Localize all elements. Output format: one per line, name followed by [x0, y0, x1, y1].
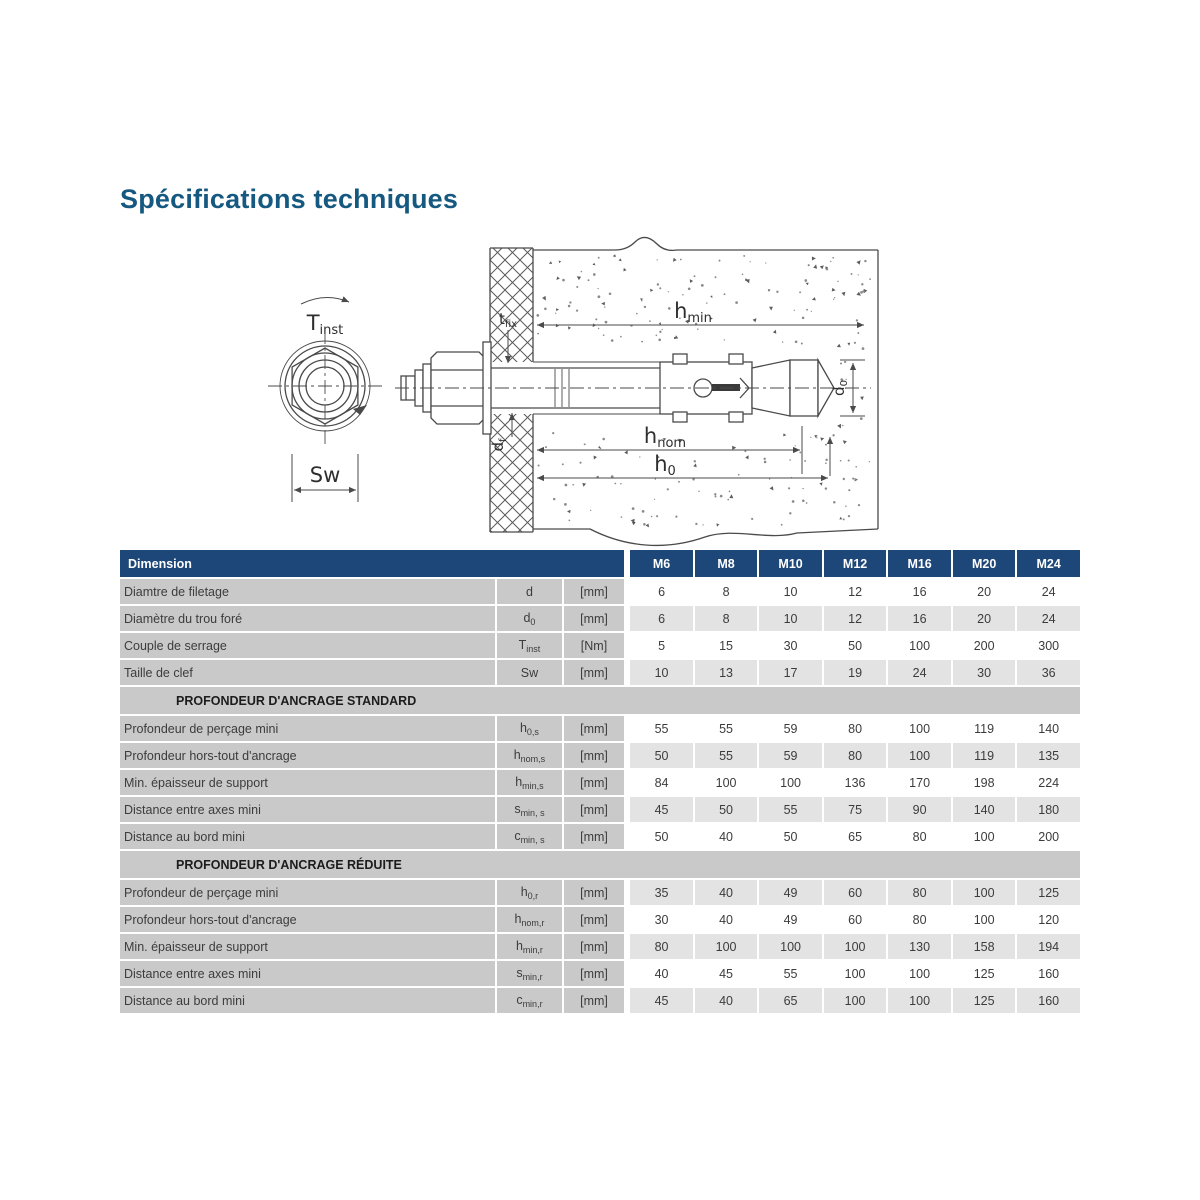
table-row	[120, 660, 1080, 685]
row-value-cell: 100	[888, 961, 951, 986]
row-value-cell: 55	[630, 716, 693, 741]
column-header-m6: M6	[630, 550, 693, 577]
row-value-cell: 24	[1017, 579, 1080, 604]
sleeve-tab	[673, 412, 687, 422]
row-value-cell: 50	[759, 824, 822, 849]
row-value-cell: 55	[759, 961, 822, 986]
row-symbol-cell: $d_0$	[497, 606, 562, 631]
row-label-cell: Profondeur de perçage mini	[120, 716, 495, 741]
h0-label: h0	[654, 452, 676, 479]
row-value-cell: 8	[695, 606, 758, 631]
anchor-drawing-svg	[265, 230, 905, 550]
section-header-cell: PROFONDEUR D'ANCRAGE STANDARD	[120, 687, 1080, 714]
row-value-cell: 100	[824, 961, 887, 986]
row-value-cell: 40	[695, 880, 758, 905]
row-value-cell: 16	[888, 606, 951, 631]
row-value-cell: 30	[759, 633, 822, 658]
row-value-cell: 100	[824, 988, 887, 1013]
row-label-cell: Diamtre de filetage	[120, 579, 495, 604]
row-unit-cell: [mm]	[564, 716, 629, 741]
row-value-cell: 50	[630, 743, 693, 768]
column-header-dimension: Dimension	[120, 550, 628, 577]
row-value-cell: 60	[824, 907, 887, 932]
row-value-cell: 19	[824, 660, 887, 685]
row-value-cell: 49	[759, 907, 822, 932]
row-value-cell: 80	[824, 743, 887, 768]
row-value-cell: 100	[953, 907, 1016, 932]
row-symbol-cell: $c_{min, s}$	[497, 824, 562, 849]
row-symbol-cell: Sw	[497, 660, 562, 685]
row-value-cell: 65	[759, 988, 822, 1013]
row-unit-cell: [mm]	[564, 797, 629, 822]
row-value-cell: 136	[824, 770, 887, 795]
row-value-cell: 10	[630, 660, 693, 685]
row-value-cell: 30	[630, 907, 693, 932]
row-unit-cell: [mm]	[564, 961, 629, 986]
row-label-cell: Distance entre axes mini	[120, 961, 495, 986]
row-value-cell: 125	[953, 988, 1016, 1013]
row-value-cell: 40	[695, 907, 758, 932]
row-value-cell: 59	[759, 716, 822, 741]
row-value-cell: 20	[953, 579, 1016, 604]
row-value-cell: 60	[824, 880, 887, 905]
row-value-cell: 40	[630, 961, 693, 986]
section-view	[395, 237, 878, 545]
row-unit-cell: [mm]	[564, 743, 629, 768]
row-label-cell: Profondeur de perçage mini	[120, 880, 495, 905]
row-value-cell: 35	[630, 880, 693, 905]
row-value-cell: 50	[824, 633, 887, 658]
row-symbol-cell: $h_{min,r}$	[497, 934, 562, 959]
row-value-cell: 5	[630, 633, 693, 658]
row-symbol-cell: $h_{nom,r}$	[497, 907, 562, 932]
concrete-top-edge	[533, 237, 878, 250]
row-value-cell: 100	[953, 880, 1016, 905]
row-value-cell: 100	[824, 934, 887, 959]
row-value-cell: 80	[888, 824, 951, 849]
tinst-arc-arrow	[301, 297, 349, 304]
row-value-cell: 119	[953, 743, 1016, 768]
row-value-cell: 80	[888, 880, 951, 905]
column-header-m20: M20	[953, 550, 1016, 577]
row-label-cell: Min. épaisseur de support	[120, 934, 495, 959]
row-value-cell: 6	[630, 606, 693, 631]
row-symbol-cell: $T_{inst}$	[497, 633, 562, 658]
row-value-cell: 80	[630, 934, 693, 959]
row-value-cell: 160	[1017, 961, 1080, 986]
table-row	[120, 770, 1080, 795]
row-symbol-cell: $h_{nom,s}$	[497, 743, 562, 768]
row-unit-cell: [mm]	[564, 988, 629, 1013]
row-label-cell: Distance entre axes mini	[120, 797, 495, 822]
row-value-cell: 30	[953, 660, 1016, 685]
row-label-cell: Couple de serrage	[120, 633, 495, 658]
row-value-cell: 100	[759, 770, 822, 795]
section-header-cell: PROFONDEUR D'ANCRAGE RÉDUITE	[120, 851, 1080, 878]
row-value-cell: 140	[1017, 716, 1080, 741]
row-value-cell: 12	[824, 606, 887, 631]
row-value-cell: 100	[888, 988, 951, 1013]
row-value-cell: 13	[695, 660, 758, 685]
table-row	[120, 934, 1080, 959]
table-row	[120, 687, 1080, 714]
row-value-cell: 40	[695, 824, 758, 849]
row-value-cell: 119	[953, 716, 1016, 741]
row-symbol-cell: $s_{min,r}$	[497, 961, 562, 986]
row-symbol-cell: d	[497, 579, 562, 604]
hnom-label: hnom	[643, 424, 687, 451]
row-unit-cell: [mm]	[564, 880, 629, 905]
row-value-cell: 45	[695, 961, 758, 986]
sleeve-tab	[673, 354, 687, 364]
row-value-cell: 6	[630, 579, 693, 604]
row-label-cell: Distance au bord mini	[120, 988, 495, 1013]
row-value-cell: 40	[695, 988, 758, 1013]
row-value-cell: 24	[1017, 606, 1080, 631]
row-value-cell: 180	[1017, 797, 1080, 822]
row-value-cell: 36	[1017, 660, 1080, 685]
row-value-cell: 20	[953, 606, 1016, 631]
row-value-cell: 135	[1017, 743, 1080, 768]
row-value-cell: 158	[953, 934, 1016, 959]
row-value-cell: 125	[953, 961, 1016, 986]
concrete-bottom-edge	[533, 529, 878, 545]
specifications-table	[118, 548, 1082, 1015]
table-row	[120, 579, 1080, 604]
row-value-cell: 12	[824, 579, 887, 604]
table-row	[120, 716, 1080, 741]
row-symbol-cell: $h_{0,s}$	[497, 716, 562, 741]
sleeve-tab	[729, 354, 743, 364]
row-value-cell: 65	[824, 824, 887, 849]
row-value-cell: 50	[695, 797, 758, 822]
row-value-cell: 45	[630, 797, 693, 822]
row-label-cell: Profondeur hors-tout d'ancrage	[120, 907, 495, 932]
sleeve-tab	[729, 412, 743, 422]
row-value-cell: 100	[888, 743, 951, 768]
tfix-label: $t_{fix}$	[498, 310, 518, 330]
front-view	[268, 297, 382, 502]
row-value-cell: 75	[824, 797, 887, 822]
row-value-cell: 55	[695, 743, 758, 768]
row-value-cell: 170	[888, 770, 951, 795]
tinst-label: Tinst	[306, 311, 344, 338]
row-value-cell: 200	[953, 633, 1016, 658]
row-symbol-cell: $h_{min,s}$	[497, 770, 562, 795]
row-unit-cell: [mm]	[564, 907, 629, 932]
row-value-cell: 194	[1017, 934, 1080, 959]
row-label-cell: Profondeur hors-tout d'ancrage	[120, 743, 495, 768]
column-header-m16: M16	[888, 550, 951, 577]
row-value-cell: 16	[888, 579, 951, 604]
row-unit-cell: [mm]	[564, 660, 629, 685]
table-row	[120, 797, 1080, 822]
row-unit-cell: [mm]	[564, 934, 629, 959]
row-value-cell: 100	[888, 716, 951, 741]
row-value-cell: 10	[759, 606, 822, 631]
table-row	[120, 606, 1080, 631]
row-value-cell: 80	[888, 907, 951, 932]
row-value-cell: 100	[695, 934, 758, 959]
hmin-label: hmin	[674, 299, 712, 326]
row-unit-cell: [Nm]	[564, 633, 629, 658]
row-value-cell: 160	[1017, 988, 1080, 1013]
row-symbol-cell: $h_{0,r}$	[497, 880, 562, 905]
row-symbol-cell: $c_{min,r}$	[497, 988, 562, 1013]
column-header-m24: M24	[1017, 550, 1080, 577]
row-unit-cell: [mm]	[564, 579, 629, 604]
row-value-cell: 17	[759, 660, 822, 685]
row-value-cell: 198	[953, 770, 1016, 795]
row-value-cell: 130	[888, 934, 951, 959]
row-unit-cell: [mm]	[564, 770, 629, 795]
row-value-cell: 24	[888, 660, 951, 685]
sleeve-bar	[712, 384, 740, 391]
row-value-cell: 224	[1017, 770, 1080, 795]
row-value-cell: 100	[759, 934, 822, 959]
row-value-cell: 84	[630, 770, 693, 795]
row-unit-cell: [mm]	[564, 824, 629, 849]
row-value-cell: 90	[888, 797, 951, 822]
column-header-m8: M8	[695, 550, 758, 577]
row-value-cell: 125	[1017, 880, 1080, 905]
table-header-row	[120, 550, 1080, 577]
page-title: Spécifications techniques	[120, 184, 459, 214]
row-value-cell: 300	[1017, 633, 1080, 658]
row-value-cell: 80	[824, 716, 887, 741]
table-row	[120, 961, 1080, 986]
row-label-cell: Diamètre du trou foré	[120, 606, 495, 631]
row-value-cell: 100	[888, 633, 951, 658]
row-label-cell: Taille de clef	[120, 660, 495, 685]
column-header-m10: M10	[759, 550, 822, 577]
row-value-cell: 10	[759, 579, 822, 604]
row-value-cell: 100	[695, 770, 758, 795]
row-value-cell: 55	[759, 797, 822, 822]
table-row	[120, 824, 1080, 849]
row-value-cell: 120	[1017, 907, 1080, 932]
row-value-cell: 55	[695, 716, 758, 741]
table-row	[120, 907, 1080, 932]
df-label: $d_f$	[489, 438, 509, 452]
table-row	[120, 743, 1080, 768]
row-value-cell: 15	[695, 633, 758, 658]
table-row	[120, 988, 1080, 1013]
row-label-cell: Distance au bord mini	[120, 824, 495, 849]
column-header-m12: M12	[824, 550, 887, 577]
table-row	[120, 633, 1080, 658]
table-row	[120, 851, 1080, 878]
row-value-cell: 49	[759, 880, 822, 905]
row-value-cell: 50	[630, 824, 693, 849]
row-unit-cell: [mm]	[564, 606, 629, 631]
row-value-cell: 100	[953, 824, 1016, 849]
row-value-cell: 200	[1017, 824, 1080, 849]
d0-label: $d_0$	[830, 380, 850, 396]
row-value-cell: 59	[759, 743, 822, 768]
table-row	[120, 880, 1080, 905]
row-value-cell: 140	[953, 797, 1016, 822]
row-value-cell: 8	[695, 579, 758, 604]
row-value-cell: 45	[630, 988, 693, 1013]
row-label-cell: Min. épaisseur de support	[120, 770, 495, 795]
anchor-technical-drawing	[265, 230, 905, 550]
row-symbol-cell: $s_{min, s}$	[497, 797, 562, 822]
sw-label: Sw	[309, 463, 341, 487]
